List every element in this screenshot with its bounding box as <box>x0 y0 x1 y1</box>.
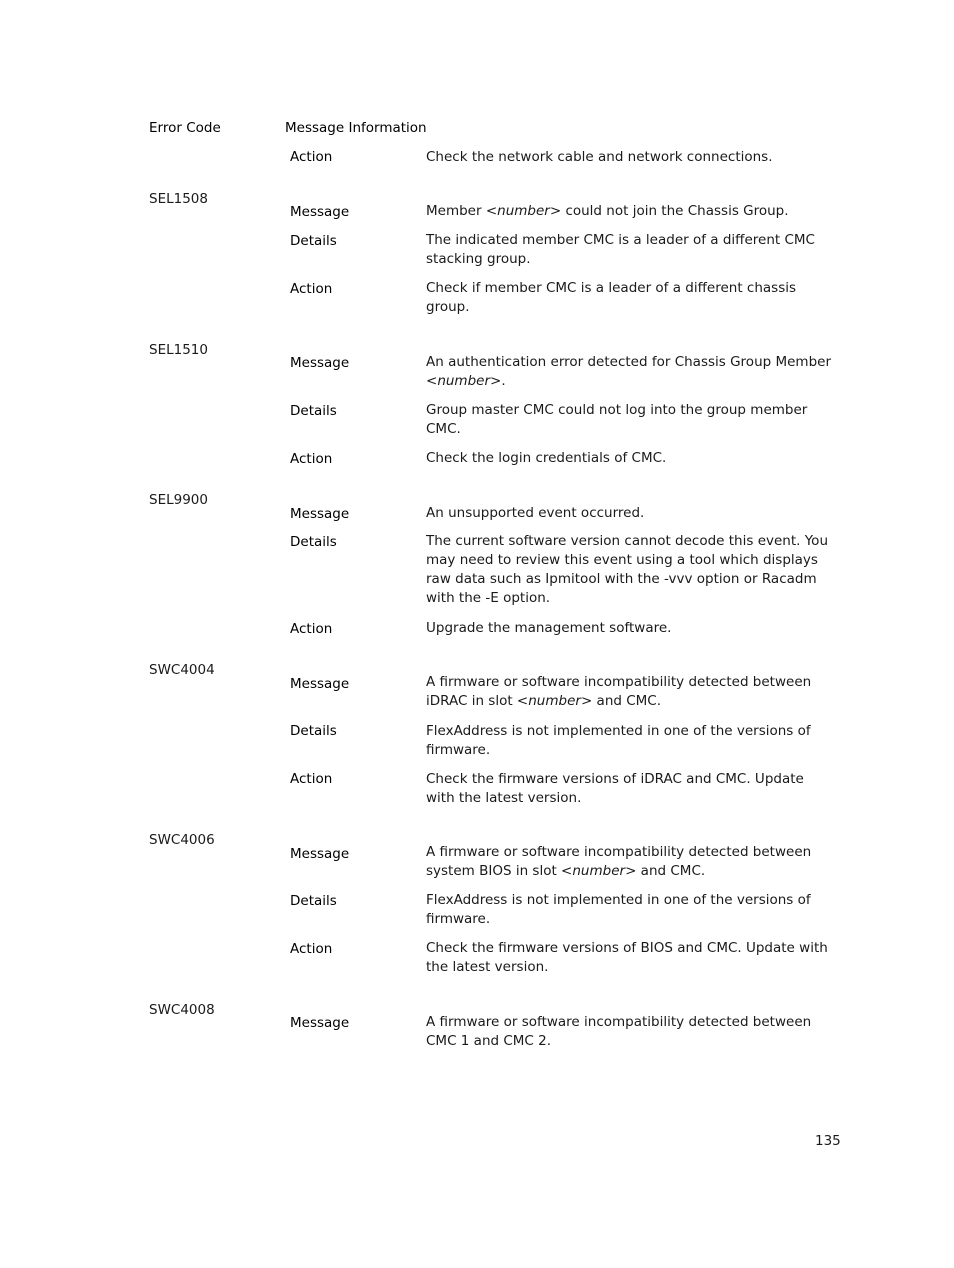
field-text-action: Upgrade the management software. <box>426 620 672 636</box>
field-label-message: Message <box>290 846 350 862</box>
field-text-message: An unsupported event occurred. <box>426 505 645 521</box>
field-label-details: Details <box>290 233 337 249</box>
field-text-message: A firmware or software incompatibility detected between iDRAC in slot <number> and CMC. <box>426 674 812 709</box>
field-text-action: Check the firmware versions of BIOS and CMC. Update with the latest version. <box>426 940 828 975</box>
error-code: SEL1508 <box>149 191 208 207</box>
field-text-details: FlexAddress is not implemented in one of the versions of firmware. <box>426 723 811 758</box>
error-code: SEL9900 <box>149 492 208 508</box>
field-text-message: A firmware or software incompatibility detected between system BIOS in slot <number> and CMC. <box>426 844 812 879</box>
page-number: 135 <box>815 1133 841 1149</box>
field-label-details: Details <box>290 893 337 909</box>
field-text-message: Member <number> could not join the Chassis Group. <box>426 203 789 219</box>
field-text-details: Group master CMC could not log into the group member CMC. <box>426 402 808 437</box>
field-text-action: Check the firmware versions of iDRAC and CMC. Update with the latest version. <box>426 771 804 806</box>
column-header-error-code: Error Code <box>149 120 221 136</box>
field-label-details: Details <box>290 534 337 550</box>
field-text-details: The current software version cannot decode this event. You may need to review this event using a tool which displays raw data such as Ipmitool with the -vvv option or Racadm with the -E option. <box>426 533 828 606</box>
field-label-action: Action <box>290 281 333 297</box>
error-code: SWC4006 <box>149 832 215 848</box>
field-label-action: Action <box>290 451 333 467</box>
field-text-action: Check the network cable and network connections. <box>426 149 773 165</box>
field-label-message: Message <box>290 1015 350 1031</box>
field-label-action: Action <box>290 941 333 957</box>
column-header-message-information: Message Information <box>285 120 427 136</box>
field-label-message: Message <box>290 506 350 522</box>
field-label-details: Details <box>290 403 337 419</box>
field-text-action: Check if member CMC is a leader of a different chassis group. <box>426 280 797 315</box>
field-label-action: Action <box>290 621 333 637</box>
field-label-message: Message <box>290 204 350 220</box>
field-text-action: Check the login credentials of CMC. <box>426 450 667 466</box>
field-text-details: The indicated member CMC is a leader of a different CMC stacking group. <box>426 232 815 267</box>
field-text-message: A firmware or software incompatibility detected between CMC 1 and CMC 2. <box>426 1014 812 1049</box>
error-code: SWC4004 <box>149 662 215 678</box>
error-code: SWC4008 <box>149 1002 215 1018</box>
field-text-details: FlexAddress is not implemented in one of the versions of firmware. <box>426 892 811 927</box>
field-label-details: Details <box>290 723 337 739</box>
field-label-message: Message <box>290 676 350 692</box>
field-label-message: Message <box>290 355 350 371</box>
field-text-message: An authentication error detected for Chassis Group Member <number>. <box>426 354 832 389</box>
error-code: SEL1510 <box>149 342 208 358</box>
field-label-action: Action <box>290 771 333 787</box>
field-label-action: Action <box>290 149 333 165</box>
